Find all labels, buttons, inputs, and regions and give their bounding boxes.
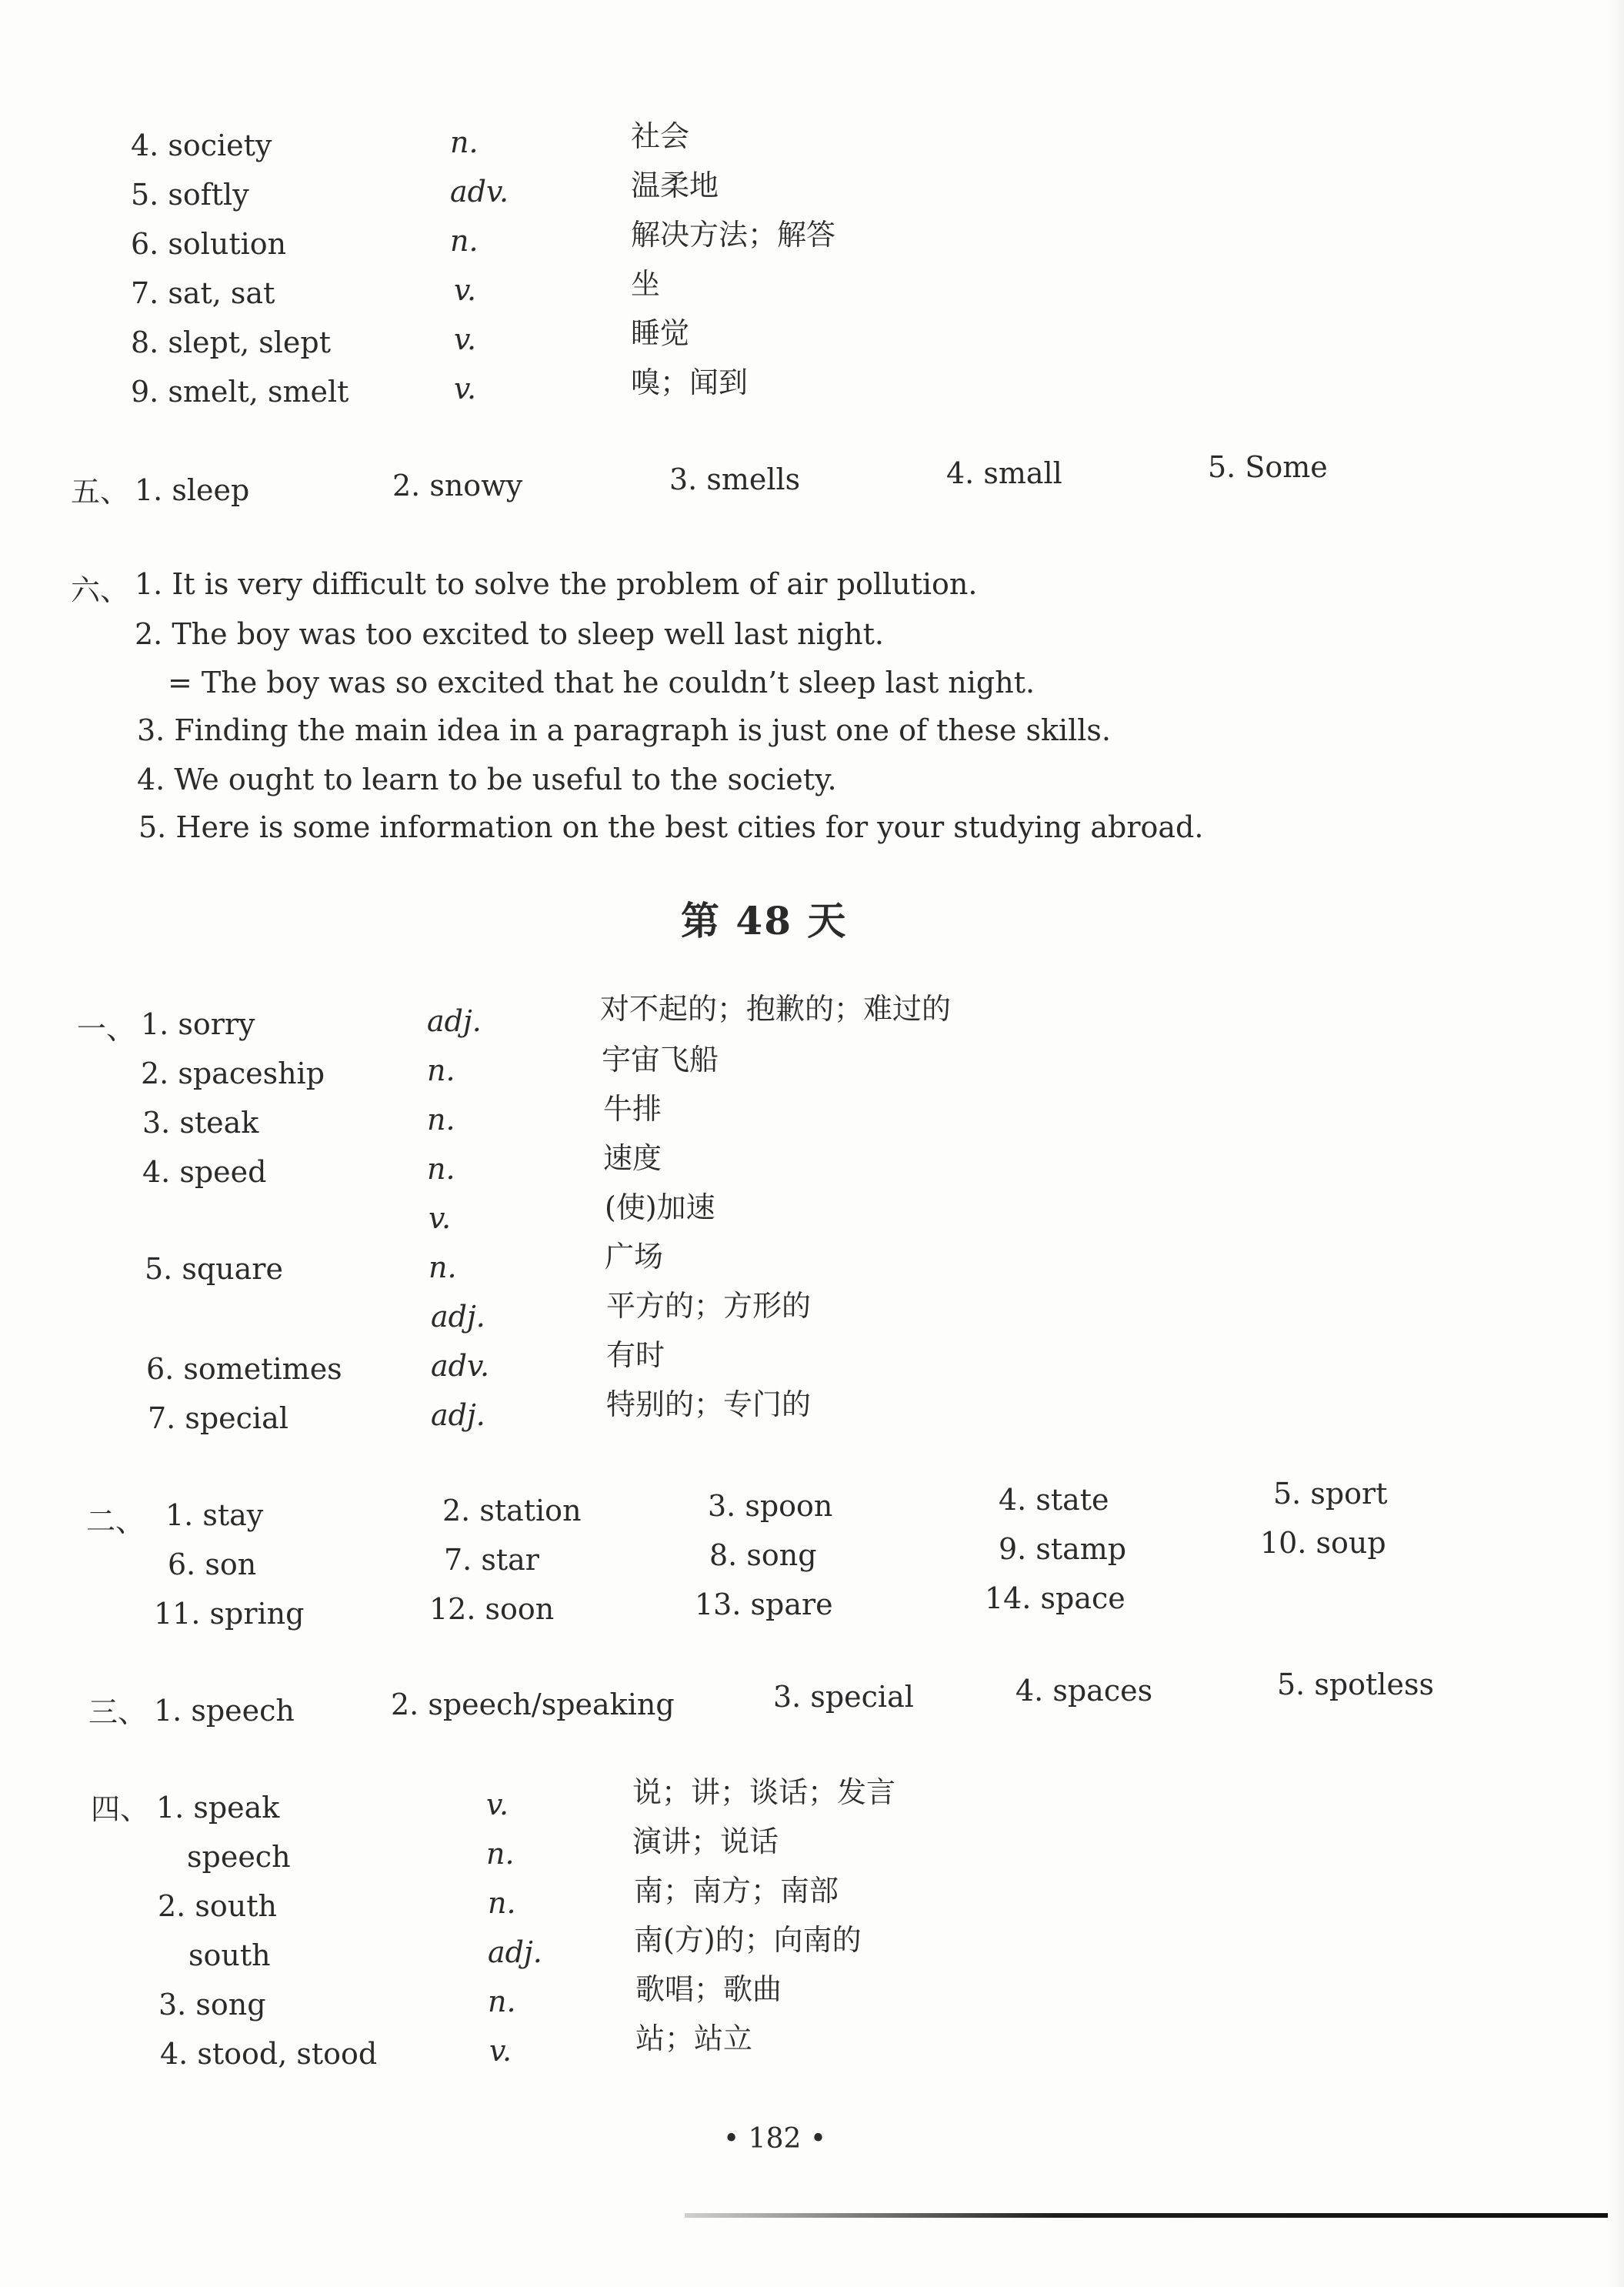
answer-item: 3. smells [669, 462, 801, 496]
vocab-meaning: 演讲；说话 [632, 1825, 779, 1858]
vocab-pos: adj. [431, 1300, 485, 1334]
section-label: 四、 [91, 1792, 150, 1826]
answer-item: 1. stay [165, 1498, 264, 1532]
section-label: 六、 [71, 573, 130, 607]
answer-item: 1. speech [154, 1694, 295, 1728]
vocab-meaning: 南(方)的；向南的 [634, 1923, 862, 1957]
vocab-word: 2. spaceship [141, 1057, 325, 1090]
vocab-meaning: 坐 [631, 267, 661, 301]
vocab-pos: adj. [488, 1935, 542, 1969]
vocab-pos: n. [486, 1837, 515, 1871]
vocab-word: 4. stood, stood [160, 2037, 378, 2071]
vocab-meaning: 歌唱；歌曲 [635, 1972, 782, 2006]
vocab-word: 8. slept, slept [131, 326, 331, 359]
vocab-pos: v. [429, 1201, 452, 1235]
vocab-word: 2. south [158, 1889, 277, 1923]
section-label: 二、 [86, 1504, 145, 1538]
sentence: 2. The boy was too excited to sleep well last night. [135, 617, 884, 651]
answer-item: 2. station [442, 1494, 582, 1527]
vocab-word: 4. society [131, 129, 272, 162]
vocab-pos: adv. [450, 175, 509, 209]
answer-item: 10. soup [1260, 1526, 1386, 1560]
sentence: 1. It is very difficult to solve the problem of air pollution. [135, 567, 978, 601]
vocab-word: 3. steak [142, 1106, 259, 1140]
sentence: 3. Finding the main idea in a paragraph is just one of these skills. [137, 713, 1112, 747]
vocab-meaning: 南；南方；南部 [634, 1874, 839, 1908]
answer-item: 6. son [168, 1547, 257, 1581]
vocab-word: 7. sat, sat [131, 276, 275, 310]
answer-item: 4. state [999, 1483, 1109, 1517]
vocab-word: 7. special [148, 1401, 288, 1435]
vocab-meaning: 速度 [603, 1141, 662, 1175]
answer-item: 1. sleep [135, 473, 250, 507]
bottom-rule [685, 2213, 1608, 2218]
vocab-pos: v. [454, 273, 477, 307]
vocab-pos: v. [489, 2034, 512, 2068]
answer-item: 2. snowy [392, 469, 523, 502]
vocab-pos: n. [427, 1152, 455, 1186]
vocab-word: 1. speak [156, 1791, 280, 1825]
vocab-meaning: 站；站立 [635, 2022, 753, 2055]
vocab-meaning: 解决方法；解答 [631, 218, 836, 252]
vocab-meaning: 有时 [606, 1338, 665, 1372]
vocab-word: 3. song [158, 1988, 266, 2022]
answer-item: 13. spare [695, 1588, 833, 1621]
vocab-pos: n. [429, 1250, 457, 1284]
answer-item: 12. soon [429, 1592, 555, 1626]
answer-item: 3. special [773, 1680, 914, 1714]
vocab-meaning: 睡觉 [631, 316, 690, 350]
vocab-meaning: 温柔地 [631, 169, 719, 202]
answer-item: 5. Some [1208, 450, 1328, 484]
vocab-word: 6. sometimes [146, 1352, 342, 1386]
vocab-word: 5. square [145, 1252, 283, 1286]
vocab-pos: n. [427, 1103, 455, 1137]
vocab-pos: v. [454, 372, 477, 406]
vocab-pos: n. [450, 224, 479, 258]
vocab-word: south [188, 1938, 271, 1972]
answer-item: 14. space [985, 1581, 1125, 1615]
answer-item: 4. small [946, 456, 1062, 490]
answer-item: 9. stamp [999, 1532, 1127, 1566]
vocab-pos: n. [427, 1053, 455, 1087]
answer-item: 4. spaces [1015, 1674, 1153, 1708]
section-label: 三、 [88, 1695, 148, 1729]
vocab-word: 5. softly [131, 178, 249, 212]
vocab-pos: n. [488, 1886, 516, 1920]
vocab-meaning: 说；讲；谈话；发言 [632, 1775, 896, 1809]
sentence: 5. Here is some information on the best cities for your studying abroad. [138, 810, 1204, 844]
vocab-pos: v. [486, 1788, 509, 1821]
vocab-pos: n. [488, 1985, 516, 2018]
answer-item: 8. song [709, 1538, 817, 1572]
vocab-meaning: 对不起的；抱歉的；难过的 [600, 992, 952, 1026]
vocab-word: 9. smelt, smelt [131, 375, 349, 409]
vocab-meaning: 宇宙飞船 [602, 1043, 719, 1077]
vocab-meaning: 平方的；方形的 [606, 1289, 812, 1323]
vocab-meaning: (使)加速 [605, 1190, 715, 1224]
vocab-meaning: 广场 [605, 1240, 664, 1274]
vocab-pos: v. [454, 322, 477, 356]
vocab-word: 4. speed [142, 1155, 267, 1189]
answer-item: 3. spoon [708, 1489, 833, 1523]
answer-item: 11. spring [154, 1597, 305, 1631]
section-label: 五、 [71, 475, 130, 509]
vocab-pos: adv. [431, 1349, 490, 1383]
vocab-meaning: 社会 [631, 119, 690, 153]
section-label: 一、 [77, 1012, 136, 1046]
answer-item: 5. sport [1273, 1477, 1388, 1511]
page-number: • 182 • [723, 2123, 827, 2155]
vocab-word: 6. solution [131, 227, 287, 261]
vocab-meaning: 牛排 [603, 1092, 662, 1126]
answer-item: 5. spotless [1277, 1668, 1434, 1701]
vocab-pos: n. [450, 125, 479, 159]
vocab-meaning: 特别的；专门的 [606, 1387, 812, 1421]
vocab-pos: adj. [427, 1004, 482, 1038]
scan-edge-shadow [1609, 0, 1624, 2287]
answer-item: 2. speech/speaking [391, 1688, 675, 1721]
sentence: 4. We ought to learn to be useful to the society. [137, 763, 837, 796]
day-heading: 第 48 天 [681, 898, 848, 943]
sentence: = The boy was so excited that he couldn’t sleep last night. [168, 666, 1035, 699]
vocab-word: speech [187, 1840, 291, 1874]
vocab-pos: adj. [431, 1398, 485, 1432]
answer-item: 7. star [444, 1543, 539, 1577]
vocab-meaning: 嗅；闻到 [631, 366, 749, 399]
vocab-word: 1. sorry [141, 1007, 255, 1041]
